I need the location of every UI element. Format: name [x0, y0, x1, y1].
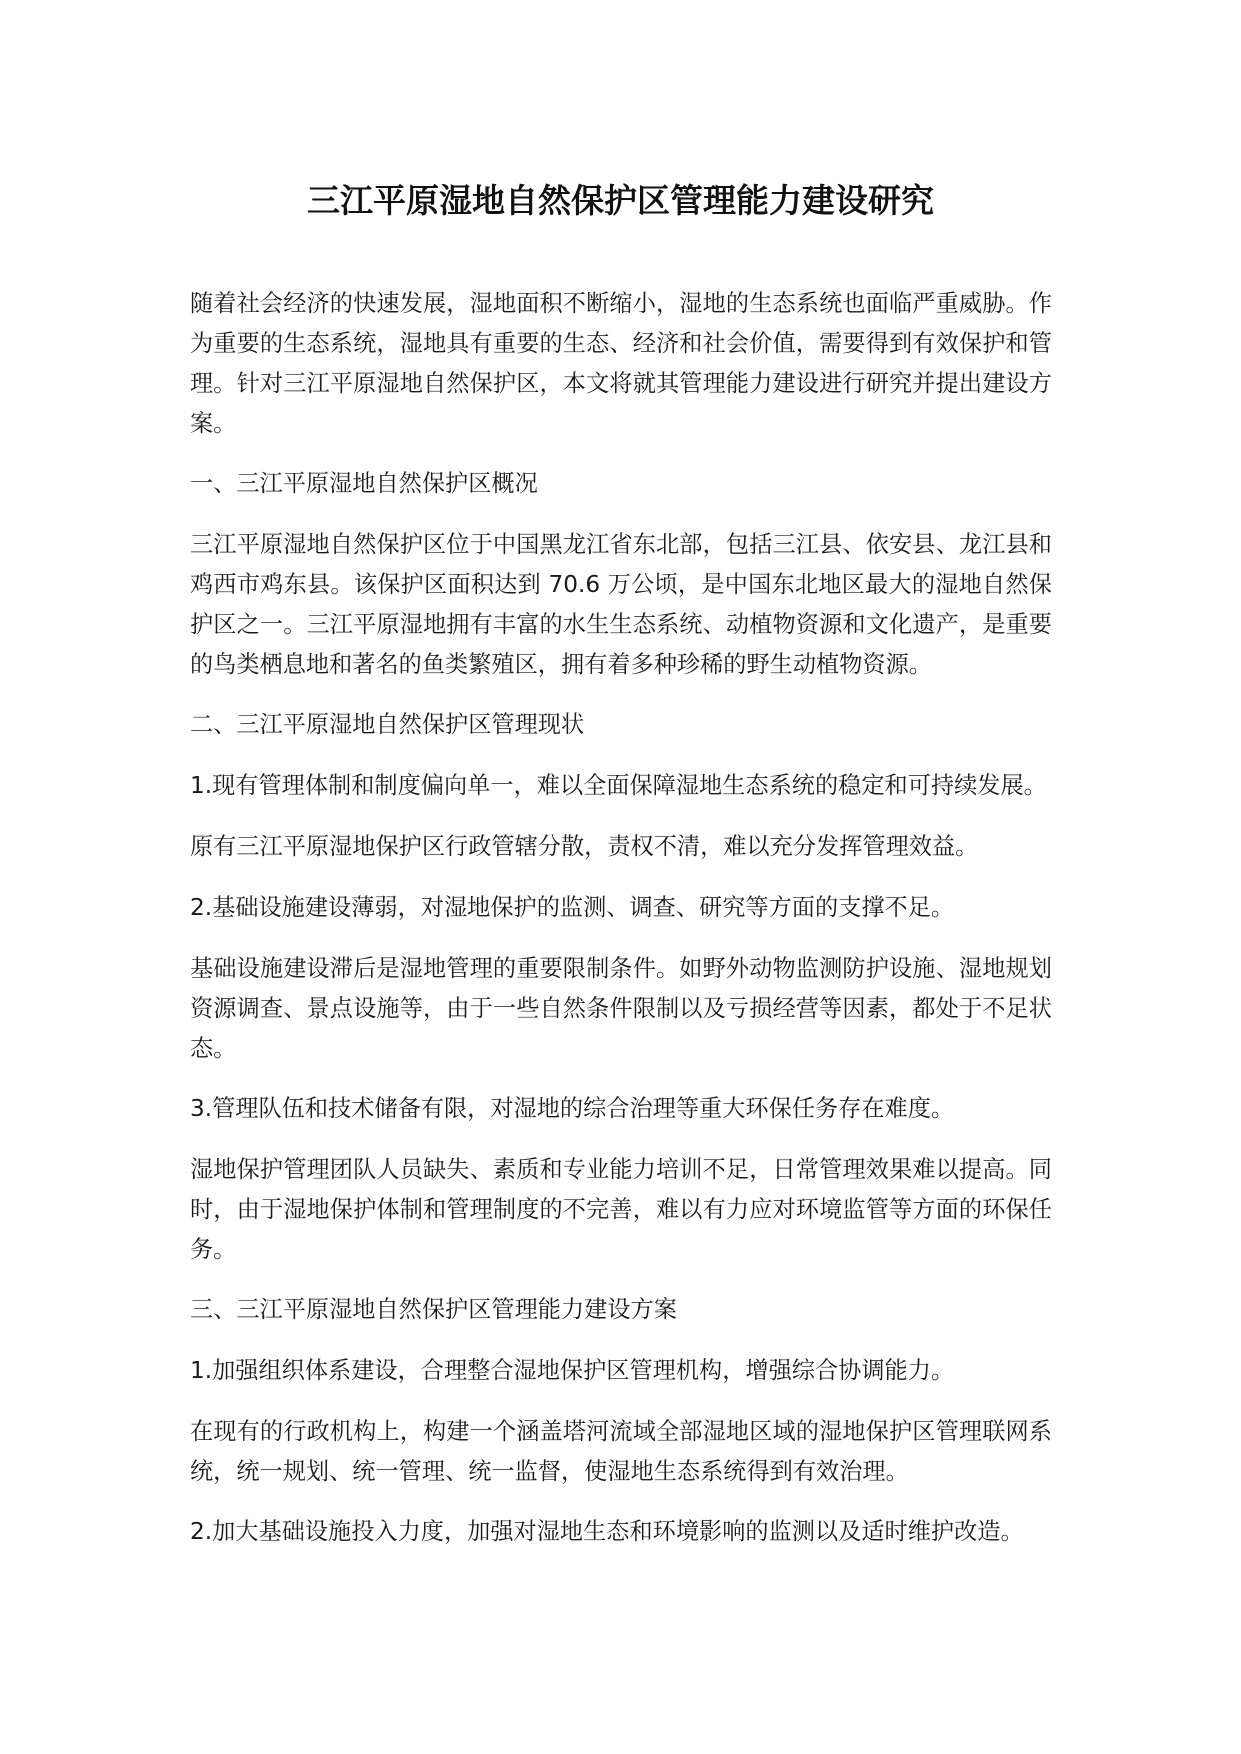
status-point-2: 2.基础设施建设薄弱，对湿地保护的监测、调查、研究等方面的支撑不足。 — [190, 894, 955, 921]
plan-point-1: 1.加强组织体系建设，合理整合湿地保护区管理机构，增强综合协调能力。 — [190, 1357, 955, 1384]
section-heading-2: 二、三江平原湿地自然保护区管理现状 — [190, 711, 585, 738]
status-detail-2: 基础设施建设滞后是湿地管理的重要限制条件。如野外动物监测防护设施、湿地规划资源调查、景点设施等，由于一些自然条件限制以及亏损经营等因素，都处于不足状态。 — [190, 955, 1052, 1062]
section-heading-1: 一、三江平原湿地自然保护区概况 — [190, 470, 538, 497]
status-detail-1: 原有三江平原湿地保护区行政管辖分散，责权不清，难以充分发挥管理效益。 — [190, 833, 979, 860]
plan-point-2: 2.加大基础设施投入力度，加强对湿地生态和环境影响的监测以及适时维护改造。 — [190, 1518, 1024, 1545]
document-body — [190, 284, 1052, 1573]
document-title: 三江平原湿地自然保护区管理能力建设研究 — [307, 181, 934, 220]
plan-detail-1: 在现有的行政机构上，构建一个涵盖塔河流域全部湿地区域的湿地保护区管理联网系统，统一规划、统一管理、统一监督，使湿地生态系统得到有效治理。 — [190, 1418, 1052, 1485]
status-point-1: 1.现有管理体制和制度偏向单一，难以全面保障湿地生态系统的稳定和可持续发展。 — [190, 772, 1047, 799]
status-detail-3: 湿地保护管理团队人员缺失、素质和专业能力培训不足，日常管理效果难以提高。同时，由于湿地保护体制和管理制度的不完善，难以有力应对环境监管等方面的环保任务。 — [190, 1156, 1052, 1263]
section-heading-3: 三、三江平原湿地自然保护区管理能力建设方案 — [190, 1296, 677, 1323]
overview-paragraph: 三江平原湿地自然保护区位于中国黑龙江省东北部，包括三江县、依安县、龙江县和鸡西市鸡东县。该保护区面积达到 70.6 万公顷，是中国东北地区最大的湿地自然保护区之一。三江平原湿地拥有丰富的水生生态系统、动植物资源和文化遗产，是重要的鸟类栖息地和著名的鱼类繁殖区，拥有着多种珍稀的野生动植物资源。 — [190, 531, 1052, 678]
intro-paragraph: 随着社会经济的快速发展，湿地面积不断缩小，湿地的生态系统也面临严重威胁。作为重要的生态系统，湿地具有重要的生态、经济和社会价值，需要得到有效保护和管理。针对三江平原湿地自然保护区，本文将就其管理能力建设进行研究并提出建设方案。 — [190, 290, 1052, 437]
status-point-3: 3.管理队伍和技术储备有限，对湿地的综合治理等重大环保任务存在难度。 — [190, 1095, 955, 1122]
